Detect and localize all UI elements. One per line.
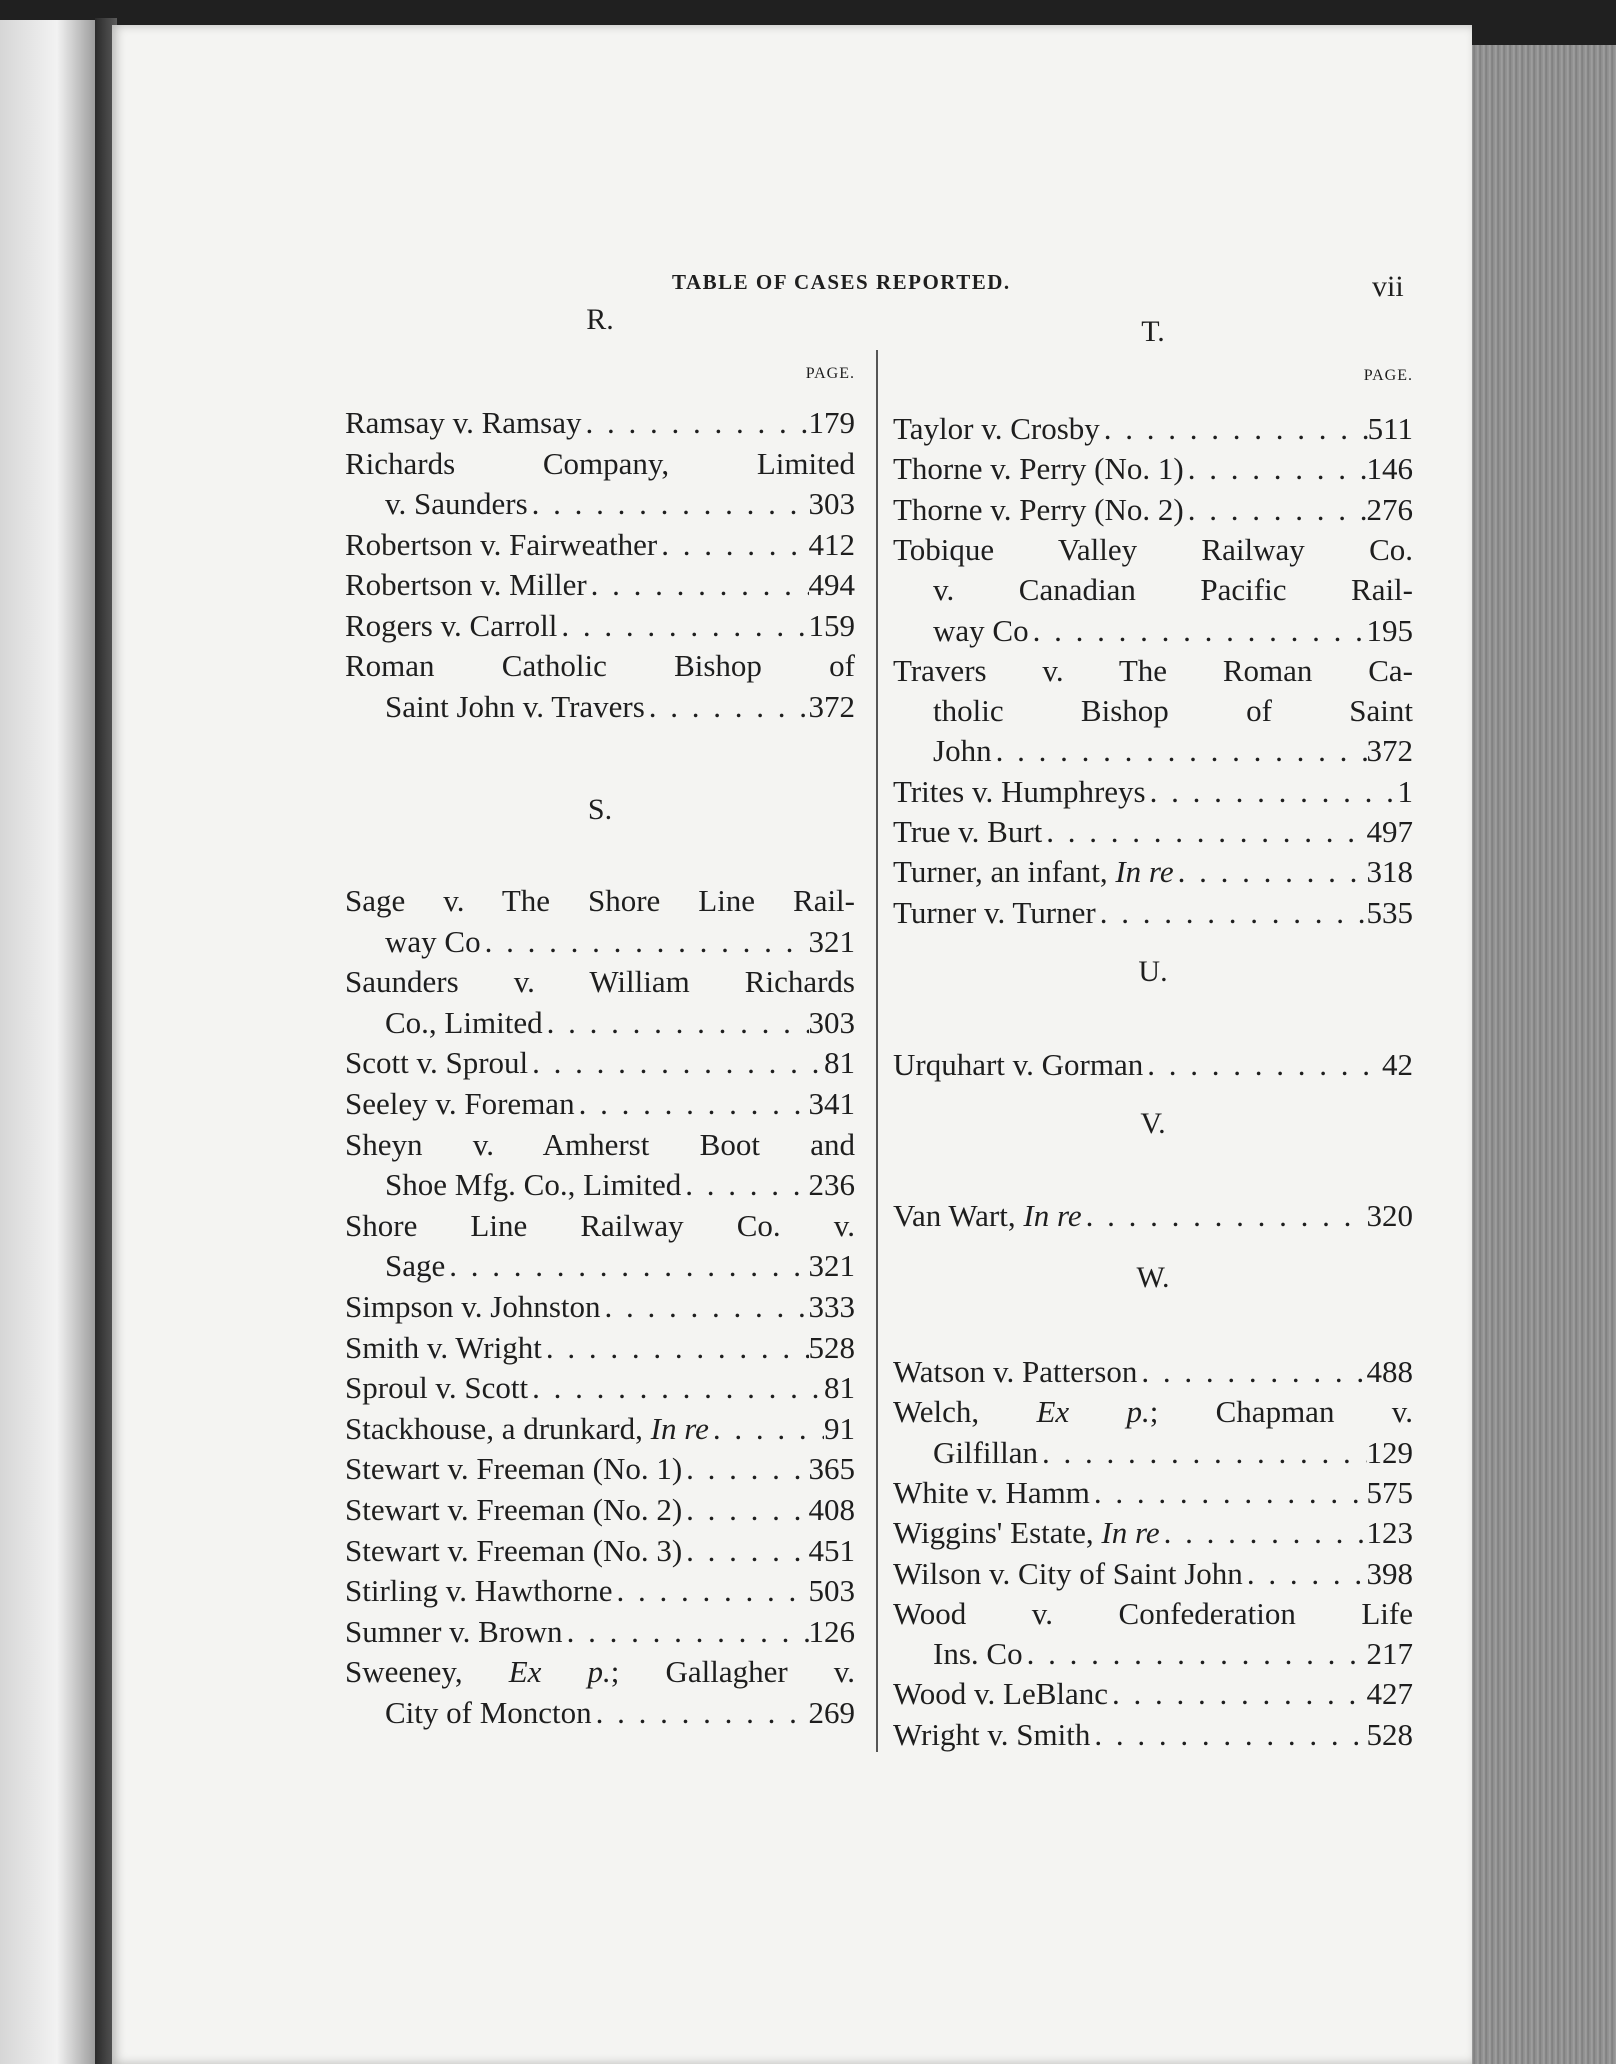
case-name: Welch, Ex p.; Chapman v. (893, 1394, 1413, 1430)
case-name: v. Saunders (385, 486, 528, 521)
leader-dots (992, 731, 1367, 771)
case-entry (345, 881, 855, 921)
case-name: Watson v. Patterson (893, 1354, 1138, 1389)
case-page-number: 42 (1382, 1047, 1413, 1082)
case-name: Sumner v. Brown (345, 1613, 563, 1649)
case-page-number: 276 (1366, 491, 1413, 527)
case-name: Sproul v. Scott (345, 1370, 529, 1406)
case-page-number: 195 (1366, 612, 1413, 648)
case-name: Wiggins' Estate, In re (893, 1515, 1160, 1551)
case-name: v. Canadian Pacific Rail- (933, 572, 1413, 608)
leader-dots (1146, 772, 1398, 812)
case-name: Travers v. The Roman Ca- (893, 652, 1413, 688)
case-entry (893, 530, 1413, 570)
case-name: Sage (385, 1248, 446, 1284)
leader-dots (681, 1165, 808, 1205)
case-entry (893, 893, 1413, 933)
leader-dots (1038, 1433, 1366, 1473)
case-name: City of Moncton (385, 1695, 592, 1730)
leader-dots (682, 1531, 808, 1571)
leader-dots (543, 1003, 809, 1043)
case-page-number: 535 (1366, 894, 1413, 930)
section-letter-v: V. (1140, 1107, 1166, 1140)
case-page-number: 412 (808, 526, 855, 562)
case-entry (345, 1206, 855, 1246)
leader-dots (1137, 1352, 1366, 1392)
case-entry (893, 570, 1413, 610)
leader-dots (682, 1449, 808, 1489)
book-page (112, 25, 1472, 2064)
case-entry (345, 565, 855, 605)
case-entry (893, 812, 1413, 852)
case-entry (345, 1693, 855, 1733)
leader-dots (542, 1328, 809, 1368)
leader-dots (1160, 1513, 1367, 1553)
case-name: Wood v. Confederation Life (893, 1595, 1413, 1631)
case-page-number: 497 (1366, 814, 1413, 849)
case-entry (893, 1634, 1413, 1674)
case-entry (893, 1392, 1413, 1432)
case-name: Stewart v. Freeman (No. 1) (345, 1451, 683, 1487)
case-page-number: 372 (808, 688, 855, 724)
leader-dots (481, 922, 809, 962)
leader-dots (612, 1571, 808, 1611)
leader-dots (1243, 1554, 1367, 1594)
case-page-number: 341 (808, 1086, 855, 1121)
case-name: Wright v. Smith (893, 1716, 1091, 1752)
leader-dots (1184, 449, 1367, 489)
case-page-number: 236 (808, 1167, 855, 1203)
case-page-number: 126 (808, 1613, 855, 1649)
case-page-number: 159 (808, 607, 855, 643)
case-entry (893, 1674, 1413, 1714)
case-entry (893, 1513, 1413, 1553)
case-page-number: 81 (824, 1045, 855, 1081)
leader-dots (445, 1246, 808, 1286)
case-entry (345, 1368, 855, 1408)
case-name: Shore Line Railway Co. v. (345, 1207, 855, 1243)
leader-dots (1090, 1473, 1367, 1513)
case-name: Shoe Mfg. Co., Limited (385, 1167, 682, 1203)
leader-dots (528, 1368, 824, 1408)
leader-dots (657, 525, 808, 565)
case-name: Stewart v. Freeman (No. 2) (345, 1492, 683, 1527)
case-entry (893, 1352, 1413, 1392)
case-name: Robertson v. Fairweather (345, 526, 658, 562)
case-name: Tobique Valley Railway Co. (893, 531, 1413, 567)
case-page-number: 1 (1397, 773, 1413, 809)
leader-dots (1143, 1045, 1382, 1085)
case-entry (893, 1715, 1413, 1755)
case-entry (893, 409, 1413, 449)
leader-dots (581, 403, 808, 443)
case-entry (893, 611, 1413, 651)
case-page-number: 451 (808, 1532, 855, 1568)
case-entry (345, 484, 855, 524)
case-name: Scott v. Sproul (345, 1045, 529, 1081)
leader-dots (1082, 1196, 1367, 1236)
case-name: Rogers v. Carroll (345, 607, 558, 643)
case-name: Saunders v. William Richards (345, 964, 855, 1000)
leader-dots (645, 687, 809, 727)
case-entry (893, 1554, 1413, 1594)
leader-dots (1100, 409, 1368, 449)
case-entry (345, 1125, 855, 1165)
case-entry (893, 691, 1413, 731)
case-name: tholic Bishop of Saint (933, 693, 1413, 729)
case-name: Simpson v. Johnston (345, 1289, 601, 1324)
section-letter-w: W. (1136, 1261, 1170, 1294)
case-name: Saint John v. Travers (385, 688, 645, 724)
case-name: Urquhart v. Gorman (893, 1047, 1144, 1082)
case-name: Ins. Co (933, 1636, 1023, 1672)
case-entry (345, 1084, 855, 1124)
case-page-number: 528 (808, 1329, 855, 1365)
case-entry (893, 731, 1413, 771)
book-page-edges (1470, 45, 1616, 2064)
case-entry (345, 1003, 855, 1043)
running-header: TABLE OF CASES REPORTED. (672, 270, 1011, 294)
section-letter-t: T. (1141, 315, 1165, 348)
section-letter-u: U. (1138, 955, 1168, 988)
case-name: Trites v. Humphreys (893, 773, 1146, 809)
leader-dots (601, 1287, 809, 1327)
case-entry (345, 962, 855, 1002)
case-page-number: 303 (808, 486, 855, 521)
leader-dots (557, 606, 808, 646)
case-page-number: 129 (1366, 1434, 1413, 1470)
leader-dots (528, 484, 809, 524)
case-page-number: 320 (1366, 1198, 1413, 1233)
case-name: Stirling v. Hawthorne (345, 1573, 613, 1609)
case-entry (345, 646, 855, 686)
case-page-number: 123 (1366, 1515, 1413, 1551)
case-page-number: 511 (1367, 411, 1413, 446)
case-page-number: 81 (824, 1370, 855, 1406)
section-letter-s: S. (587, 793, 613, 826)
case-name: way Co (385, 923, 481, 959)
case-entry (345, 1409, 855, 1449)
case-page-number: 146 (1366, 451, 1413, 487)
case-entry (893, 449, 1413, 489)
leader-dots (563, 1612, 809, 1652)
case-page-number: 269 (808, 1695, 855, 1730)
case-name: Co., Limited (385, 1004, 543, 1040)
leader-dots (1042, 812, 1366, 852)
case-page-number: 488 (1366, 1354, 1413, 1389)
leader-dots (1174, 852, 1367, 892)
case-entry (893, 1433, 1413, 1473)
case-page-number: 427 (1366, 1676, 1413, 1712)
case-page-number: 321 (808, 1248, 855, 1284)
case-entry (893, 1594, 1413, 1634)
case-page-number: 494 (808, 567, 855, 602)
case-name: Gilfillan (933, 1434, 1039, 1470)
case-entry (893, 852, 1413, 892)
case-name: Sweeney, Ex p.; Gallagher v. (345, 1654, 855, 1690)
leader-dots (528, 1043, 824, 1083)
case-entry (345, 687, 855, 727)
column-divider (876, 350, 878, 1752)
case-name: Roman Catholic Bishop of (345, 648, 855, 683)
case-entry (345, 1246, 855, 1286)
leader-dots (575, 1084, 809, 1124)
case-entry (345, 1165, 855, 1205)
case-page-number: 333 (808, 1289, 855, 1324)
case-name: Turner, an infant, In re (893, 854, 1174, 890)
case-page-number: 503 (808, 1573, 855, 1609)
case-page-number: 321 (808, 923, 855, 959)
case-page-number: 303 (808, 1004, 855, 1040)
case-name: Sheyn v. Amherst Boot and (345, 1126, 855, 1162)
leader-dots (709, 1409, 824, 1449)
case-entry (345, 444, 855, 484)
section-letter-r: R. (586, 303, 614, 336)
case-page-number: 398 (1366, 1555, 1413, 1591)
case-name: Smith v. Wright (345, 1329, 542, 1365)
case-entry (893, 1045, 1413, 1085)
case-entry (893, 1196, 1413, 1236)
case-page-number: 217 (1366, 1636, 1413, 1672)
leader-dots (1029, 611, 1367, 651)
case-name: way Co (933, 612, 1029, 648)
case-entry (345, 1287, 855, 1327)
case-entry (893, 772, 1413, 812)
case-name: Wood v. LeBlanc (893, 1676, 1109, 1712)
case-entry (345, 403, 855, 443)
case-name: Seeley v. Foreman (345, 1086, 575, 1121)
case-name: True v. Burt (893, 814, 1043, 849)
leader-dots (587, 565, 809, 605)
case-page-number: 91 (824, 1410, 855, 1446)
case-name: John (933, 733, 992, 769)
case-name: Stackhouse, a drunkard, In re (345, 1410, 709, 1446)
page-number: vii (1372, 270, 1404, 303)
leader-dots (1108, 1674, 1366, 1714)
case-entry (345, 1612, 855, 1652)
leader-dots (592, 1693, 809, 1733)
case-name: Sage v. The Shore Line Rail- (345, 883, 855, 918)
case-entry (345, 525, 855, 565)
case-name: Thorne v. Perry (No. 1) (893, 451, 1184, 487)
case-entry (893, 651, 1413, 691)
leader-dots (682, 1490, 808, 1530)
case-name: Taylor v. Crosby (893, 411, 1100, 446)
case-entry (345, 922, 855, 962)
case-entry (893, 490, 1413, 530)
case-entry (345, 606, 855, 646)
leader-dots (1023, 1634, 1367, 1674)
case-page-number: 528 (1366, 1716, 1413, 1752)
leader-dots (1096, 893, 1367, 933)
case-page-number: 318 (1366, 854, 1413, 890)
case-entry (345, 1490, 855, 1530)
case-page-number: 575 (1366, 1474, 1413, 1510)
case-entry (345, 1449, 855, 1489)
case-name: Thorne v. Perry (No. 2) (893, 491, 1184, 527)
case-entry (893, 1473, 1413, 1513)
page-column-label: PAGE. (1363, 367, 1413, 384)
case-name: Robertson v. Miller (345, 567, 587, 602)
page-column-label: PAGE. (805, 365, 855, 382)
case-name: Stewart v. Freeman (No. 3) (345, 1532, 683, 1568)
case-name: Wilson v. City of Saint John (893, 1555, 1243, 1591)
case-name: Van Wart, In re (893, 1198, 1082, 1233)
leader-dots (1090, 1715, 1366, 1755)
case-name: Ramsay v. Ramsay (345, 405, 582, 440)
case-name: White v. Hamm (893, 1474, 1090, 1510)
case-page-number: 365 (808, 1451, 855, 1487)
facing-page-edge (0, 20, 95, 2064)
leader-dots (1184, 490, 1367, 530)
case-page-number: 372 (1366, 733, 1413, 769)
case-entry (345, 1531, 855, 1571)
case-entry (345, 1652, 855, 1692)
case-name: Richards Company, Limited (345, 445, 855, 481)
case-entry (345, 1571, 855, 1611)
case-name: Turner v. Turner (893, 894, 1096, 930)
case-page-number: 408 (808, 1492, 855, 1527)
case-page-number: 179 (808, 405, 855, 440)
case-entry (345, 1043, 855, 1083)
case-entry (345, 1328, 855, 1368)
